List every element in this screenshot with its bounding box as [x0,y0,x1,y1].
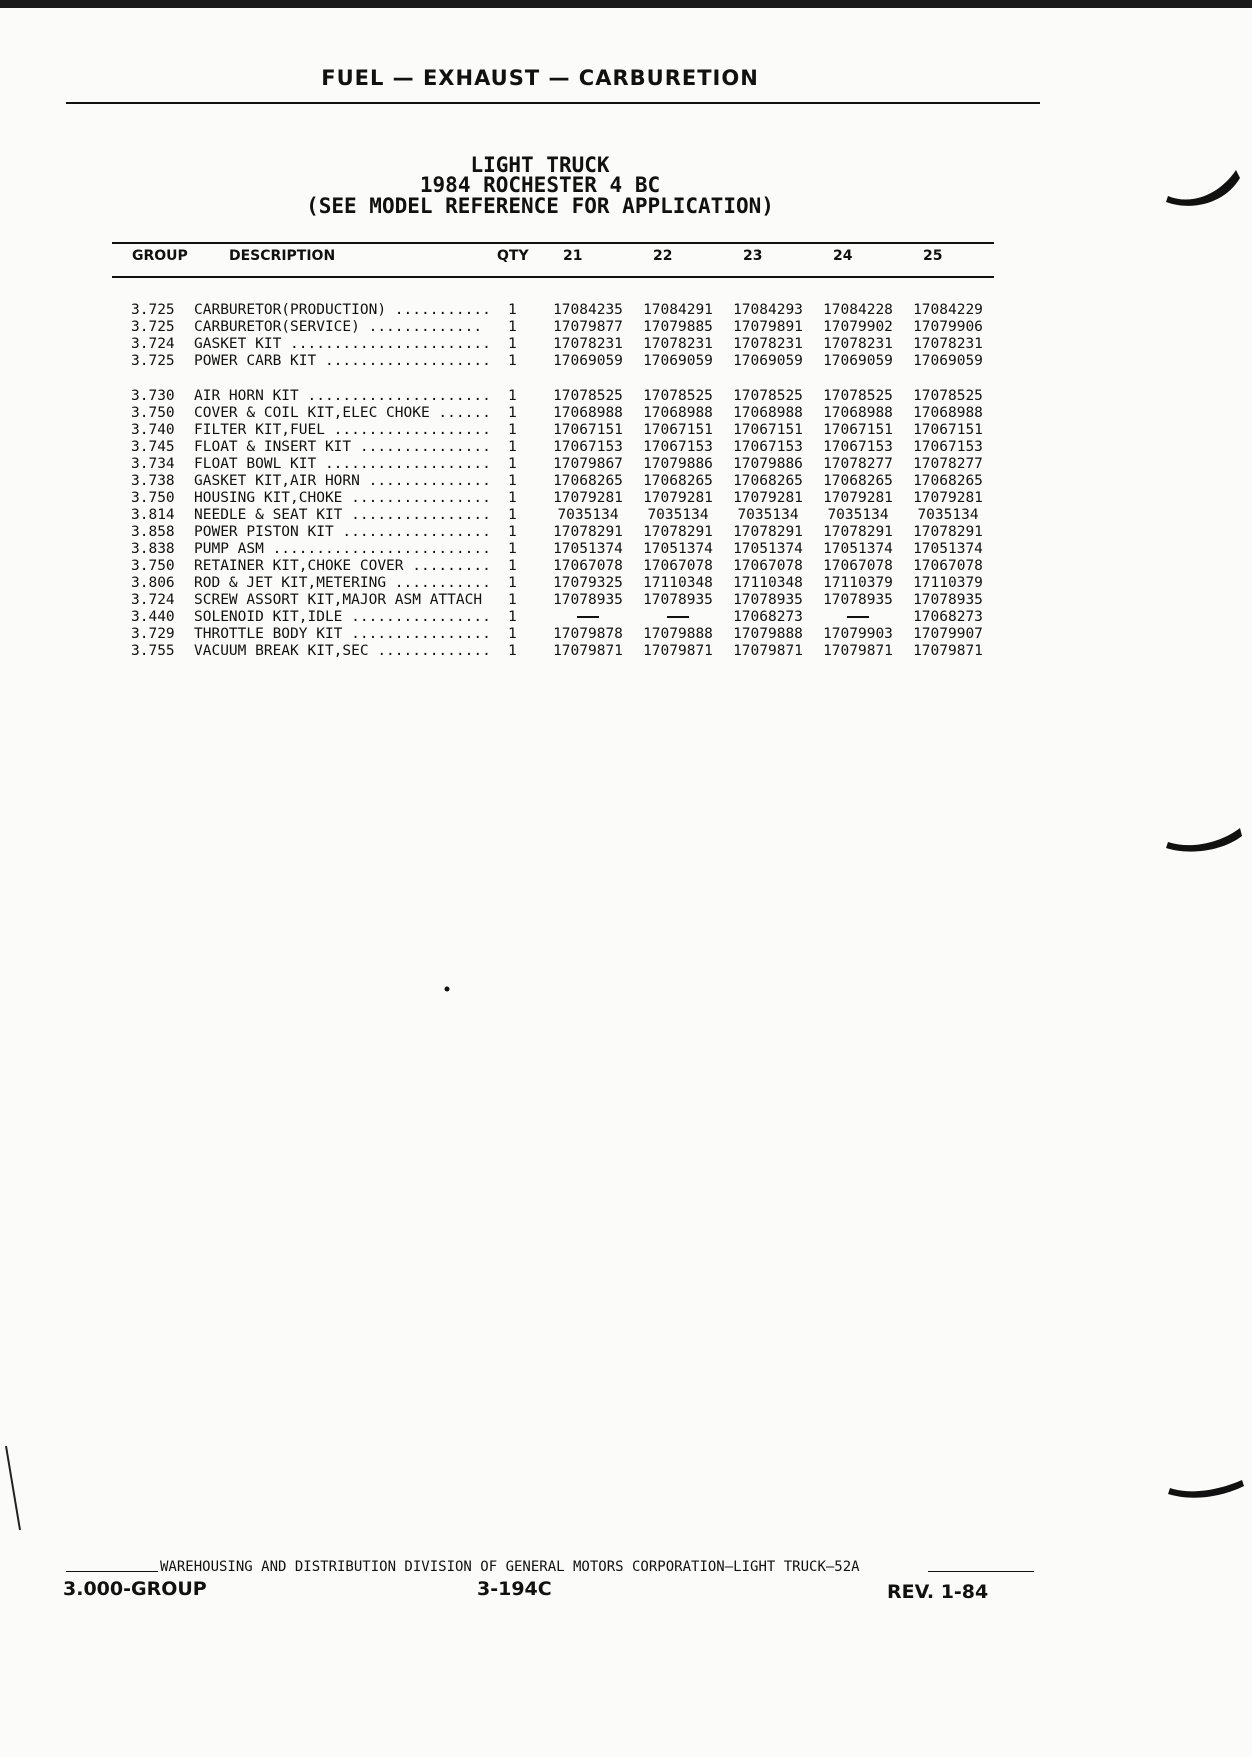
part-number: 17079902 [823,319,893,335]
header-model-24: 24 [833,248,853,264]
header-description: DESCRIPTION [229,248,336,264]
part-description: GASKET KIT ....................... [194,336,491,352]
part-number: 17068988 [823,405,893,421]
group-code: 3.740 [131,422,175,438]
quantity: 1 [508,507,517,523]
group-code: 3.725 [131,319,175,335]
no-part-dash [577,616,599,618]
group-code: 3.745 [131,439,175,455]
quantity: 1 [508,473,517,489]
table-header-bottom-rule [112,276,994,278]
header-model-22: 22 [653,248,673,264]
quantity: 1 [508,592,517,608]
part-number: 17110379 [913,575,983,591]
group-code: 3.725 [131,353,175,369]
part-number: 17067151 [913,422,983,438]
binder-hole-mark-top [1162,150,1252,220]
binder-hole-mark-bottom [1162,1440,1252,1510]
part-number: 17079871 [643,643,713,659]
quantity: 1 [508,626,517,642]
part-number: 17068265 [733,473,803,489]
part-number: 17068988 [913,405,983,421]
part-number: 17078525 [553,388,623,404]
footer-division-line: WAREHOUSING AND DISTRIBUTION DIVISION OF GENERAL MOTORS CORPORATION—LIGHT TRUCK—52A [160,1559,860,1575]
part-number: 17084228 [823,302,893,318]
part-number: 17067153 [733,439,803,455]
part-number: 17078291 [553,524,623,540]
part-description: VACUUM BREAK KIT,SEC ............. [194,643,491,659]
footer-rule-left [66,1571,158,1572]
quantity: 1 [508,388,517,404]
quantity: 1 [508,439,517,455]
section-title: FUEL — EXHAUST — CARBURETION [321,66,759,90]
part-number: 17067078 [733,558,803,574]
quantity: 1 [508,422,517,438]
part-number: 17068988 [643,405,713,421]
part-number: 17069059 [553,353,623,369]
part-number: 17078291 [823,524,893,540]
part-number: 17068988 [553,405,623,421]
part-number: 17079888 [733,626,803,642]
group-code: 3.730 [131,388,175,404]
footer-revision: REV. 1-84 [887,1581,989,1603]
group-code: 3.750 [131,490,175,506]
header-qty: QTY [497,248,529,264]
part-number: 17079886 [733,456,803,472]
footer-rule-right [928,1571,1034,1572]
part-number: 17078291 [913,524,983,540]
part-number: 17069059 [643,353,713,369]
part-number: 7035134 [557,507,619,523]
group-code: 3.724 [131,336,175,352]
part-number: 17051374 [643,541,713,557]
part-number [547,609,629,626]
part-number: 17084293 [733,302,803,318]
part-number: 17079888 [643,626,713,642]
quantity: 1 [508,336,517,352]
group-code: 3.724 [131,592,175,608]
part-number: 17079885 [643,319,713,335]
part-number: 17079906 [913,319,983,335]
part-description: CARBURETOR(SERVICE) ............. [194,319,483,335]
group-code: 3.440 [131,609,175,625]
quantity: 1 [508,609,517,625]
binder-hole-mark-middle [1162,806,1252,866]
part-description: NEEDLE & SEAT KIT ................ [194,507,491,523]
part-number: 17078231 [643,336,713,352]
no-part-dash [847,616,869,618]
part-number: 17078231 [553,336,623,352]
part-number: 17067078 [643,558,713,574]
part-number: 17079281 [733,490,803,506]
part-number: 17067153 [553,439,623,455]
part-number: 17078525 [733,388,803,404]
part-description: FLOAT & INSERT KIT ............... [194,439,491,455]
part-number: 17067153 [823,439,893,455]
title-rule [66,102,1040,104]
part-number: 17079891 [733,319,803,335]
part-description: POWER PISTON KIT ................. [194,524,491,540]
part-number: 17079871 [553,643,623,659]
group-code: 3.738 [131,473,175,489]
part-description: PUMP ASM ......................... [194,541,491,557]
part-number: 17079281 [823,490,893,506]
part-number: 7035134 [827,507,889,523]
part-number: 17078277 [823,456,893,472]
title-line-2: 1984 ROCHESTER 4 BC [419,173,661,197]
part-number: 17079877 [553,319,623,335]
part-number: 17079871 [913,643,983,659]
part-number: 17079871 [733,643,803,659]
title-line-3: (SEE MODEL REFERENCE FOR APPLICATION) [306,194,774,218]
group-code: 3.725 [131,302,175,318]
quantity: 1 [508,541,517,557]
part-description: COVER & COIL KIT,ELEC CHOKE ...... [194,405,491,421]
quantity: 1 [508,456,517,472]
part-number: 17069059 [823,353,893,369]
part-number [637,609,719,626]
part-number: 17084229 [913,302,983,318]
part-number: 17069059 [913,353,983,369]
title-line-1: LIGHT TRUCK [470,153,610,177]
part-number: 17078935 [733,592,803,608]
part-number: 17068265 [913,473,983,489]
part-number: 17079325 [553,575,623,591]
part-description: HOUSING KIT,CHOKE ................ [194,490,491,506]
quantity: 1 [508,524,517,540]
part-number: 17068265 [643,473,713,489]
part-number: 17068273 [733,609,803,625]
part-number: 17051374 [553,541,623,557]
part-number: 17078935 [553,592,623,608]
group-code: 3.734 [131,456,175,472]
part-description: GASKET KIT,AIR HORN .............. [194,473,491,489]
part-number: 17079281 [643,490,713,506]
part-number: 17078525 [823,388,893,404]
part-number: 17079281 [913,490,983,506]
group-code: 3.838 [131,541,175,557]
quantity: 1 [508,643,517,659]
part-number: 17078231 [823,336,893,352]
quantity: 1 [508,490,517,506]
no-part-dash [667,616,689,618]
group-code: 3.750 [131,558,175,574]
part-number: 7035134 [917,507,979,523]
part-number: 17067151 [643,422,713,438]
quantity: 1 [508,319,517,335]
edge-scan-mark [0,1440,30,1540]
part-number: 7035134 [737,507,799,523]
part-number: 7035134 [647,507,709,523]
part-number: 17068273 [913,609,983,625]
part-description: FILTER KIT,FUEL .................. [194,422,491,438]
top-edge-bar [0,0,1252,8]
part-number: 17110348 [643,575,713,591]
speck-mark [443,985,451,993]
part-number: 17079903 [823,626,893,642]
table-header-top-rule [112,242,994,244]
quantity: 1 [508,575,517,591]
part-number [817,609,899,626]
part-description: FLOAT BOWL KIT ................... [194,456,491,472]
header-group: GROUP [132,248,188,264]
part-description: SOLENOID KIT,IDLE ................ [194,609,491,625]
part-number: 17051374 [733,541,803,557]
part-number: 17110348 [733,575,803,591]
group-code: 3.755 [131,643,175,659]
part-description: THROTTLE BODY KIT ................ [194,626,491,642]
part-number: 17067153 [913,439,983,455]
part-number: 17051374 [913,541,983,557]
part-description: POWER CARB KIT ................... [194,353,491,369]
part-number: 17068988 [733,405,803,421]
quantity: 1 [508,353,517,369]
part-number: 17067151 [553,422,623,438]
quantity: 1 [508,558,517,574]
header-model-25: 25 [923,248,943,264]
footer-page-number: 3-194C [477,1578,552,1600]
part-number: 17084291 [643,302,713,318]
group-code: 3.814 [131,507,175,523]
part-description: SCREW ASSORT KIT,MAJOR ASM ATTACH [194,592,483,608]
part-number: 17079886 [643,456,713,472]
part-number: 17067153 [643,439,713,455]
part-number: 17067151 [733,422,803,438]
group-code: 3.806 [131,575,175,591]
part-number: 17078231 [733,336,803,352]
part-number: 17079867 [553,456,623,472]
part-number: 17079878 [553,626,623,642]
part-number: 17069059 [733,353,803,369]
quantity: 1 [508,405,517,421]
part-number: 17078935 [913,592,983,608]
part-description: RETAINER KIT,CHOKE COVER ......... [194,558,491,574]
part-description: ROD & JET KIT,METERING ........... [194,575,491,591]
part-description: AIR HORN KIT ..................... [194,388,491,404]
part-number: 17068265 [553,473,623,489]
part-number: 17067078 [913,558,983,574]
header-model-21: 21 [563,248,583,264]
part-number: 17078525 [643,388,713,404]
part-number: 17079281 [553,490,623,506]
part-number: 17079907 [913,626,983,642]
quantity: 1 [508,302,517,318]
part-number: 17079871 [823,643,893,659]
part-description: CARBURETOR(PRODUCTION) ........... [194,302,491,318]
part-number: 17078935 [643,592,713,608]
part-number: 17067151 [823,422,893,438]
part-number: 17084235 [553,302,623,318]
part-number: 17068265 [823,473,893,489]
part-number: 17078525 [913,388,983,404]
header-model-23: 23 [743,248,763,264]
part-number: 17110379 [823,575,893,591]
part-number: 17078935 [823,592,893,608]
group-code: 3.729 [131,626,175,642]
part-number: 17051374 [823,541,893,557]
part-number: 17078231 [913,336,983,352]
footer-group: 3.000-GROUP [63,1578,207,1600]
part-number: 17078291 [643,524,713,540]
part-number: 17078291 [733,524,803,540]
part-number: 17067078 [553,558,623,574]
part-number: 17067078 [823,558,893,574]
group-code: 3.858 [131,524,175,540]
group-code: 3.750 [131,405,175,421]
part-number: 17078277 [913,456,983,472]
